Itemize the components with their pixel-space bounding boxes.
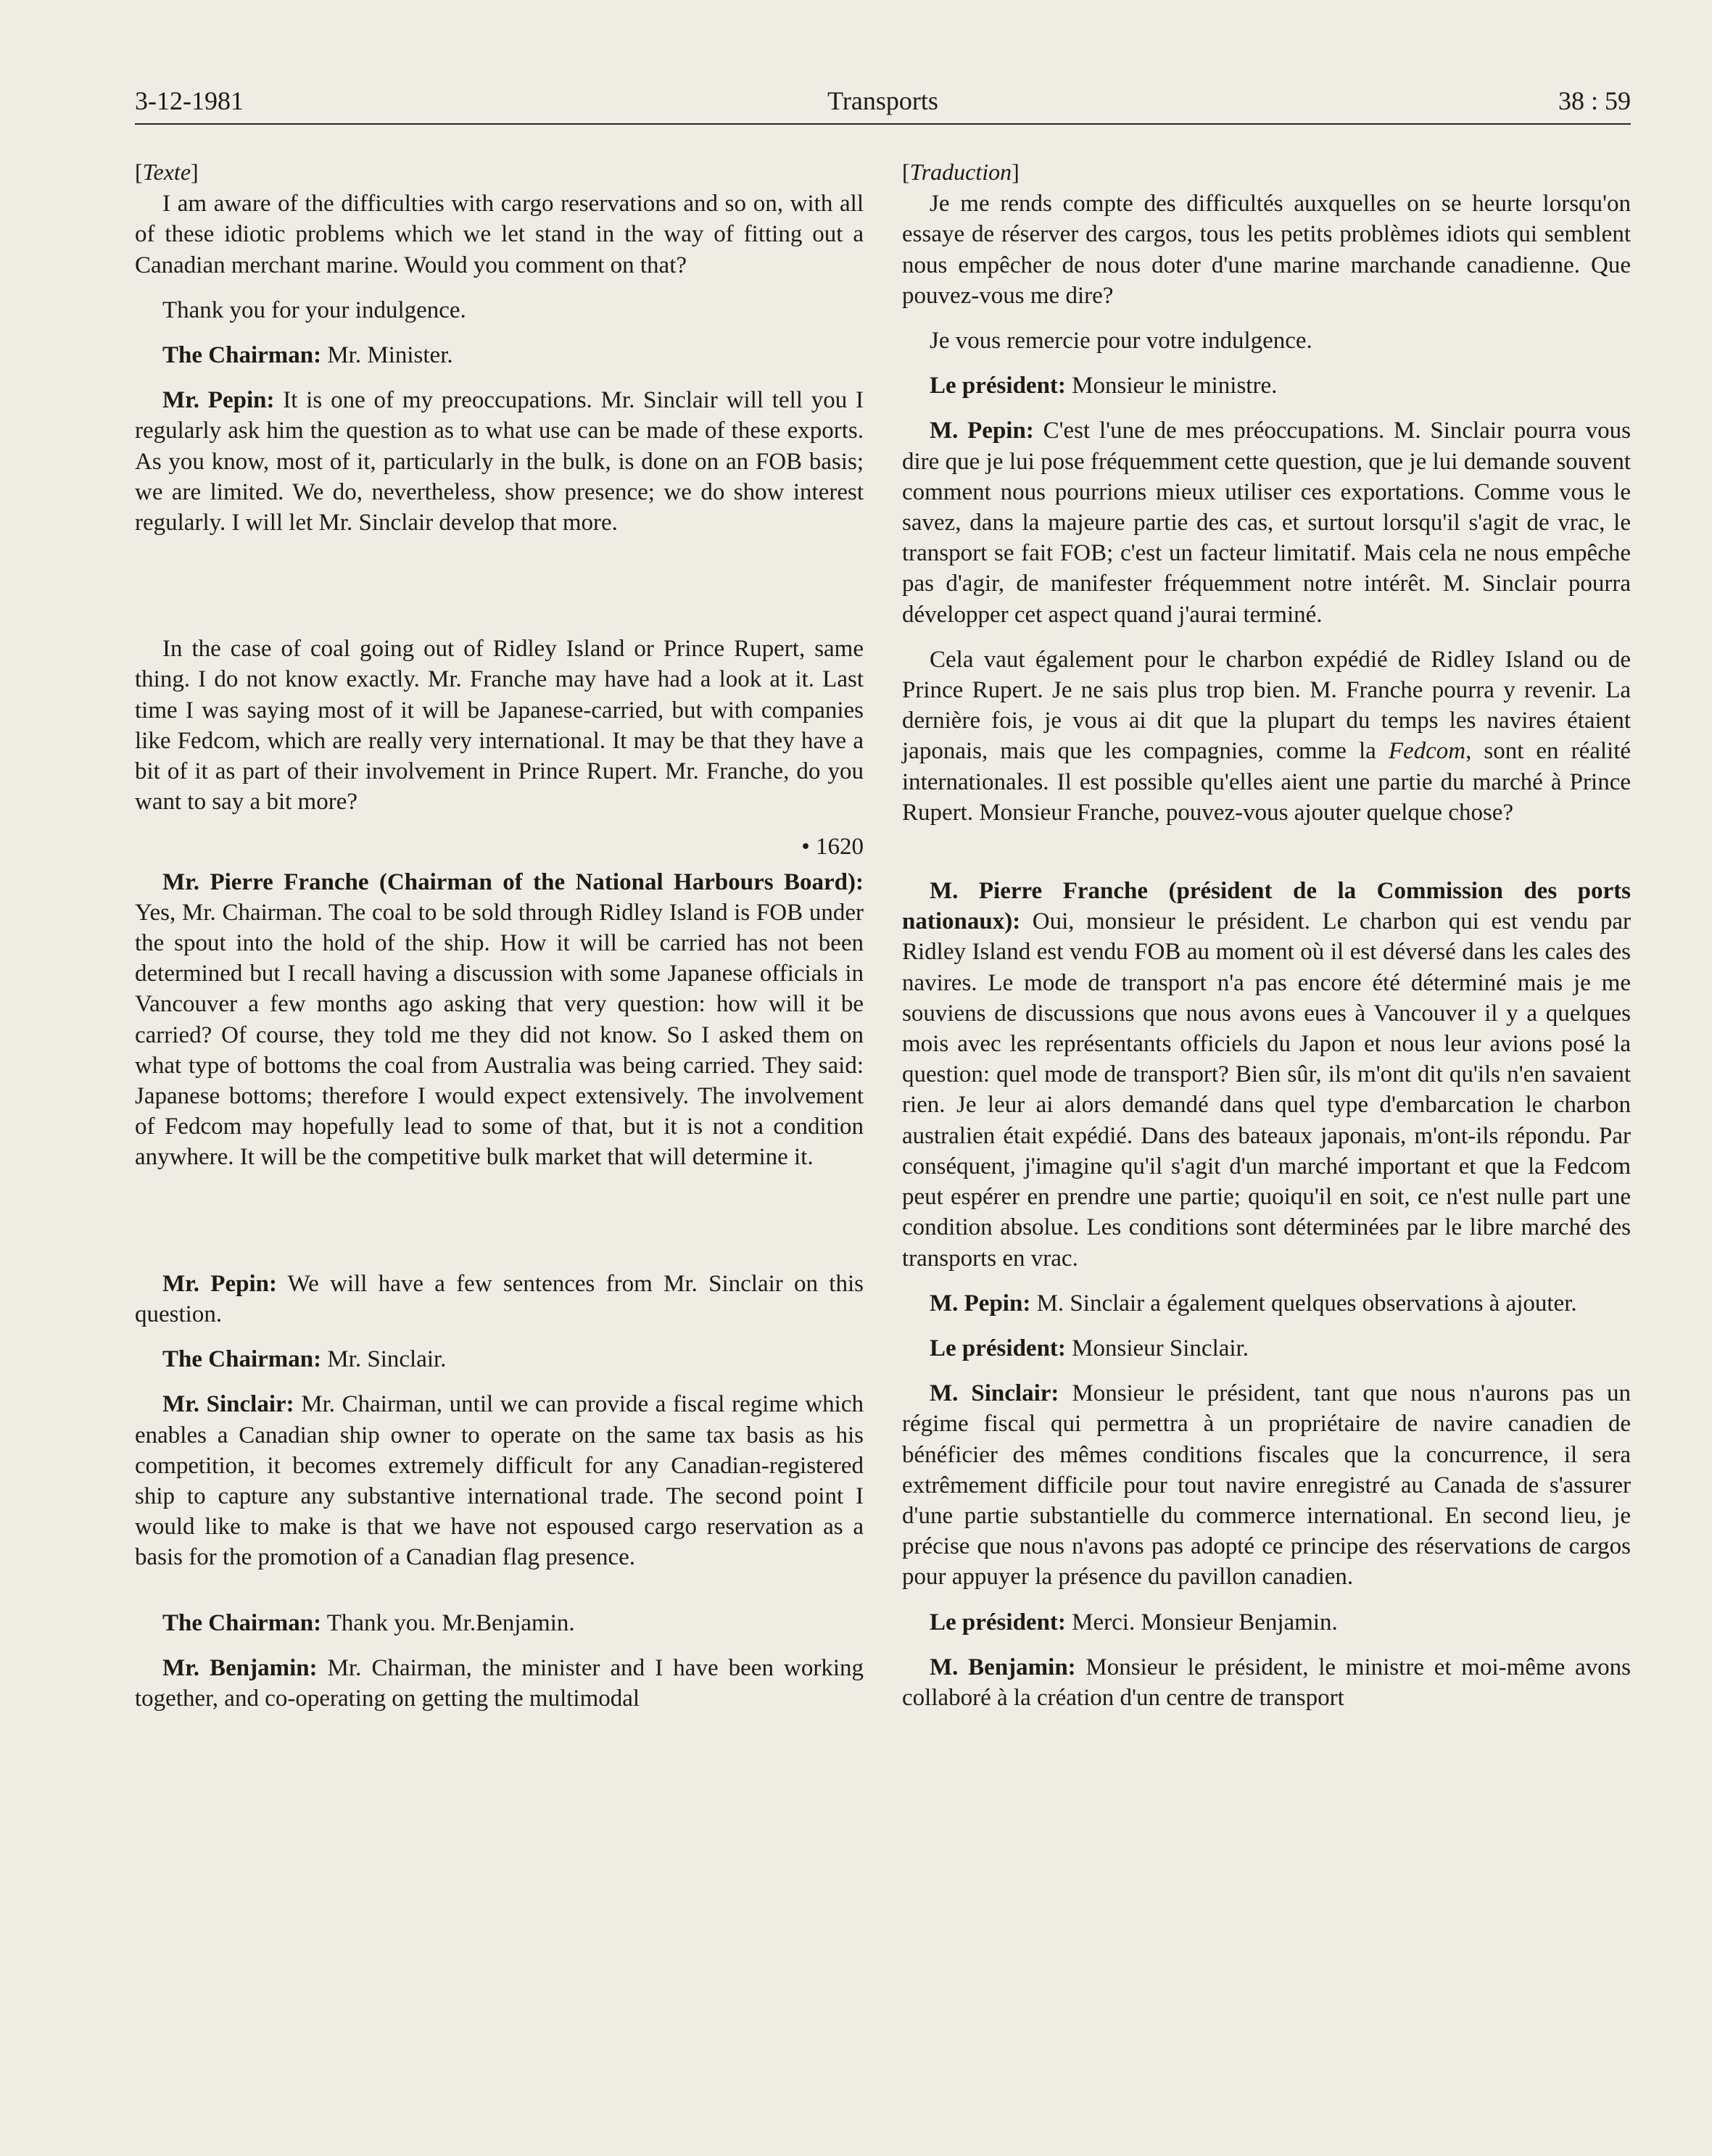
paragraph: The Chairman: Mr. Sinclair. <box>162 1346 447 1373</box>
header-date: 3-12-1981 <box>135 86 244 115</box>
speaker-name: M. Benjamin: <box>930 1654 1076 1680</box>
paragraph: M. Pepin: C'est l'une de mes préoccupations. M. Sinclair pourra vous dire que je lui pose fréquemment cette question, que je lui demande souvent comment nous pourrions mieux utiliser ces exportations. Comme vous le savez, dans la majeure partie des cas, et surtout lorsqu'il s'agit de vrac, le transport se fait FOB; c'est un facteur limitatif. Mais cela ne nous empêche pas d'agir, de manifester fréquemment notre intérêt. M. Sinclair pourra développer cet aspect quand j'aurai terminé. <box>902 418 1631 628</box>
speaker-name: Mr. Pepin: <box>162 1270 277 1297</box>
paragraph: M. Sinclair: Monsieur le président, tant que nous n'aurons pas un régime fiscal qui permettra à un propriétaire de navire canadien de bénéficier des mêmes conditions fiscales que la concurrence, il sera extrêmement difficile pour tout navire enregistré au Canada de s'assurer d'une partie substantielle du commerce international. En second lieu, je précise que nous n'avons pas adopté ce principe des réservations de cargos pour appuyer la présence du pavillon canadien. <box>902 1380 1631 1591</box>
speaker-name: M. Pepin: <box>930 418 1034 444</box>
paragraph: Mr. Pierre Franche (Chairman of the National Harbours Board): Yes, Mr. Chairman. The coal to be sold through Ridley Island is FOB under the spout into the hold of the ship. How it will be carried has not been determined but I recall having a discussion with some Japanese officials in Vancouver a few months ago asking that very question: how will it be carried? Of course, they told me they did not know. So I asked them on what type of bottoms the coal from Australia was being carried. They said: Japanese bottoms; therefore I would expect extensively. The involvement of Fedcom may hopefully lead to some of that, but it is not a condition anywhere. It will be the competitive bulk market that will determine it. <box>135 868 864 1171</box>
speaker-name: Mr. Pierre Franche (Chairman of the National Harbours Board): <box>162 868 864 895</box>
paragraph: Le président: Monsieur Sinclair. <box>930 1335 1249 1361</box>
speaker-name: Mr. Pepin: <box>162 387 275 414</box>
paragraph: M. Pepin: M. Sinclair a également quelques observations à ajouter. <box>930 1290 1577 1317</box>
paragraph: Le président: Monsieur le ministre. <box>930 373 1278 399</box>
paragraph: M. Pierre Franche (président de la Commission des ports nationaux): Oui, monsieur le président. Le charbon qui est vendu par Ridley Island est vendu FOB au moment où il est déversé dans les cales des navires. Le mode de transport n'a pas encore été déterminé mais je me souviens de discussions que nous avons eues à Vancouver il y a quelques mois avec les représentants officiels du Japon et nous leur avions posé la question: quel mode de transport? Bien sûr, ils m'ont dit qu'ils n'en savaient rien. Je leur ai alors demandé dans quel type d'embarcation le charbon australien était expédié. Dans des bateaux japonais, m'ont-ils répondu. Par conséquent, j'imagine qu'il s'agit d'un marché important et que la Fedcom peut espérer en prendre une partie; quoiqu'il en soit, ce n'est nulle part une condition absolue. Les conditions sont déterminées par le libre marché des transports en vrac. <box>902 878 1631 1272</box>
speaker-name: Le président: <box>930 1609 1066 1635</box>
speaker-name: The Chairman: <box>162 1346 322 1373</box>
speaker-name: Mr. Benjamin: <box>162 1654 318 1681</box>
paragraph: Thank you for your indulgence. <box>162 297 466 323</box>
paragraph: Mr. Pepin: It is one of my preoccupations. Mr. Sinclair will tell you I regularly ask him the question as to what use can be made of these exports. As you know, most of it, particularly in the bulk, is done on an FOB basis; we are limited. We do, nevertheless, show presence; we do show interest regularly. I will let Mr. Sinclair develop that more. <box>135 387 864 536</box>
timestamp: • 1620 <box>801 834 864 861</box>
paragraph: The Chairman: Mr. Minister. <box>162 342 453 369</box>
speaker-name: The Chairman: <box>162 342 322 369</box>
paragraph: Le président: Merci. Monsieur Benjamin. <box>930 1609 1338 1635</box>
speaker-name: Le président: <box>930 1335 1066 1361</box>
speaker-name: M. Sinclair: <box>930 1380 1059 1407</box>
paragraph: The Chairman: Thank you. Mr.Benjamin. <box>162 1609 575 1636</box>
source-label: [Traduction] <box>902 159 1020 185</box>
french-column <box>902 157 1631 1728</box>
paragraph: I am aware of the difficulties with cargo reservations and so on, with all of these idiotic problems which we let stand in the way of fitting out a Canadian merchant marine. Would you comment on that? <box>135 191 864 278</box>
paragraph: Je vous remercie pour votre indulgence. <box>930 328 1312 355</box>
speaker-name: M. Pepin: <box>930 1290 1031 1317</box>
paragraph: M. Benjamin: Monsieur le président, le ministre et moi-même avons collaboré à la création d'un centre de transport <box>902 1654 1632 1711</box>
paragraph: In the case of coal going out of Ridley Island or Prince Rupert, same thing. I do not know exactly. Mr. Franche may have had a look at it. Last time I was saying most of it will be Japanese-carried, but with companies like Fedcom, which are really very international. It may be that they have a bit of it as part of their involvement in Prince Rupert. Mr. Franche, do you want to say a bit more? <box>135 636 864 816</box>
speaker-name: Mr. Sinclair: <box>162 1391 294 1418</box>
paragraph: Cela vaut également pour le charbon expédié de Ridley Island ou de Prince Rupert. Je ne sais plus trop bien. M. Franche pourra y revenir. La dernière fois, je vous ai dit que la plupart du temps les navires étaient japonais, mais que les compagnies, comme la Fedcom, sont en réalité internationales. Il est possible qu'elles aient une partie du marché à Prince Rupert. Monsieur Franche, pouvez-vous ajouter quelque chose? <box>902 646 1632 826</box>
speaker-name: The Chairman: <box>162 1609 322 1636</box>
paragraph: Je me rends compte des difficultés auxquelles on se heurte lorsqu'on essaye de réserver des cargos, tous les petits problèmes idiots qui semblent nous empêcher de nous doter d'une marine marchande canadienne. Que pouvez-vous me dire? <box>902 191 1631 309</box>
paragraph: Mr. Benjamin: Mr. Chairman, the minister and I have been working together, and co-operating on getting the multimodal <box>135 1654 864 1712</box>
header-title: Transports <box>827 86 938 115</box>
source-label: [Texte] <box>135 159 199 185</box>
header-page-number: 38 : 59 <box>1558 86 1631 115</box>
english-column <box>135 157 864 1728</box>
paragraph: Mr. Sinclair: Mr. Chairman, until we can provide a fiscal regime which enables a Canadian ship owner to operate on the same tax basis as his competition, it becomes extremely difficult for any Canadian-registered ship to capture any substantive international trade. The second point I would like to make is that we have not espoused cargo reservation as a basis for the promotion of a Canadian flag presence. <box>135 1391 864 1571</box>
page-header <box>135 81 1631 125</box>
speaker-name: M. Pierre Franche (président de la Commission des ports nationaux): <box>902 878 1631 935</box>
speaker-name: Le président: <box>930 373 1066 399</box>
paragraph: Mr. Pepin: We will have a few sentences from Mr. Sinclair on this question. <box>135 1270 864 1327</box>
